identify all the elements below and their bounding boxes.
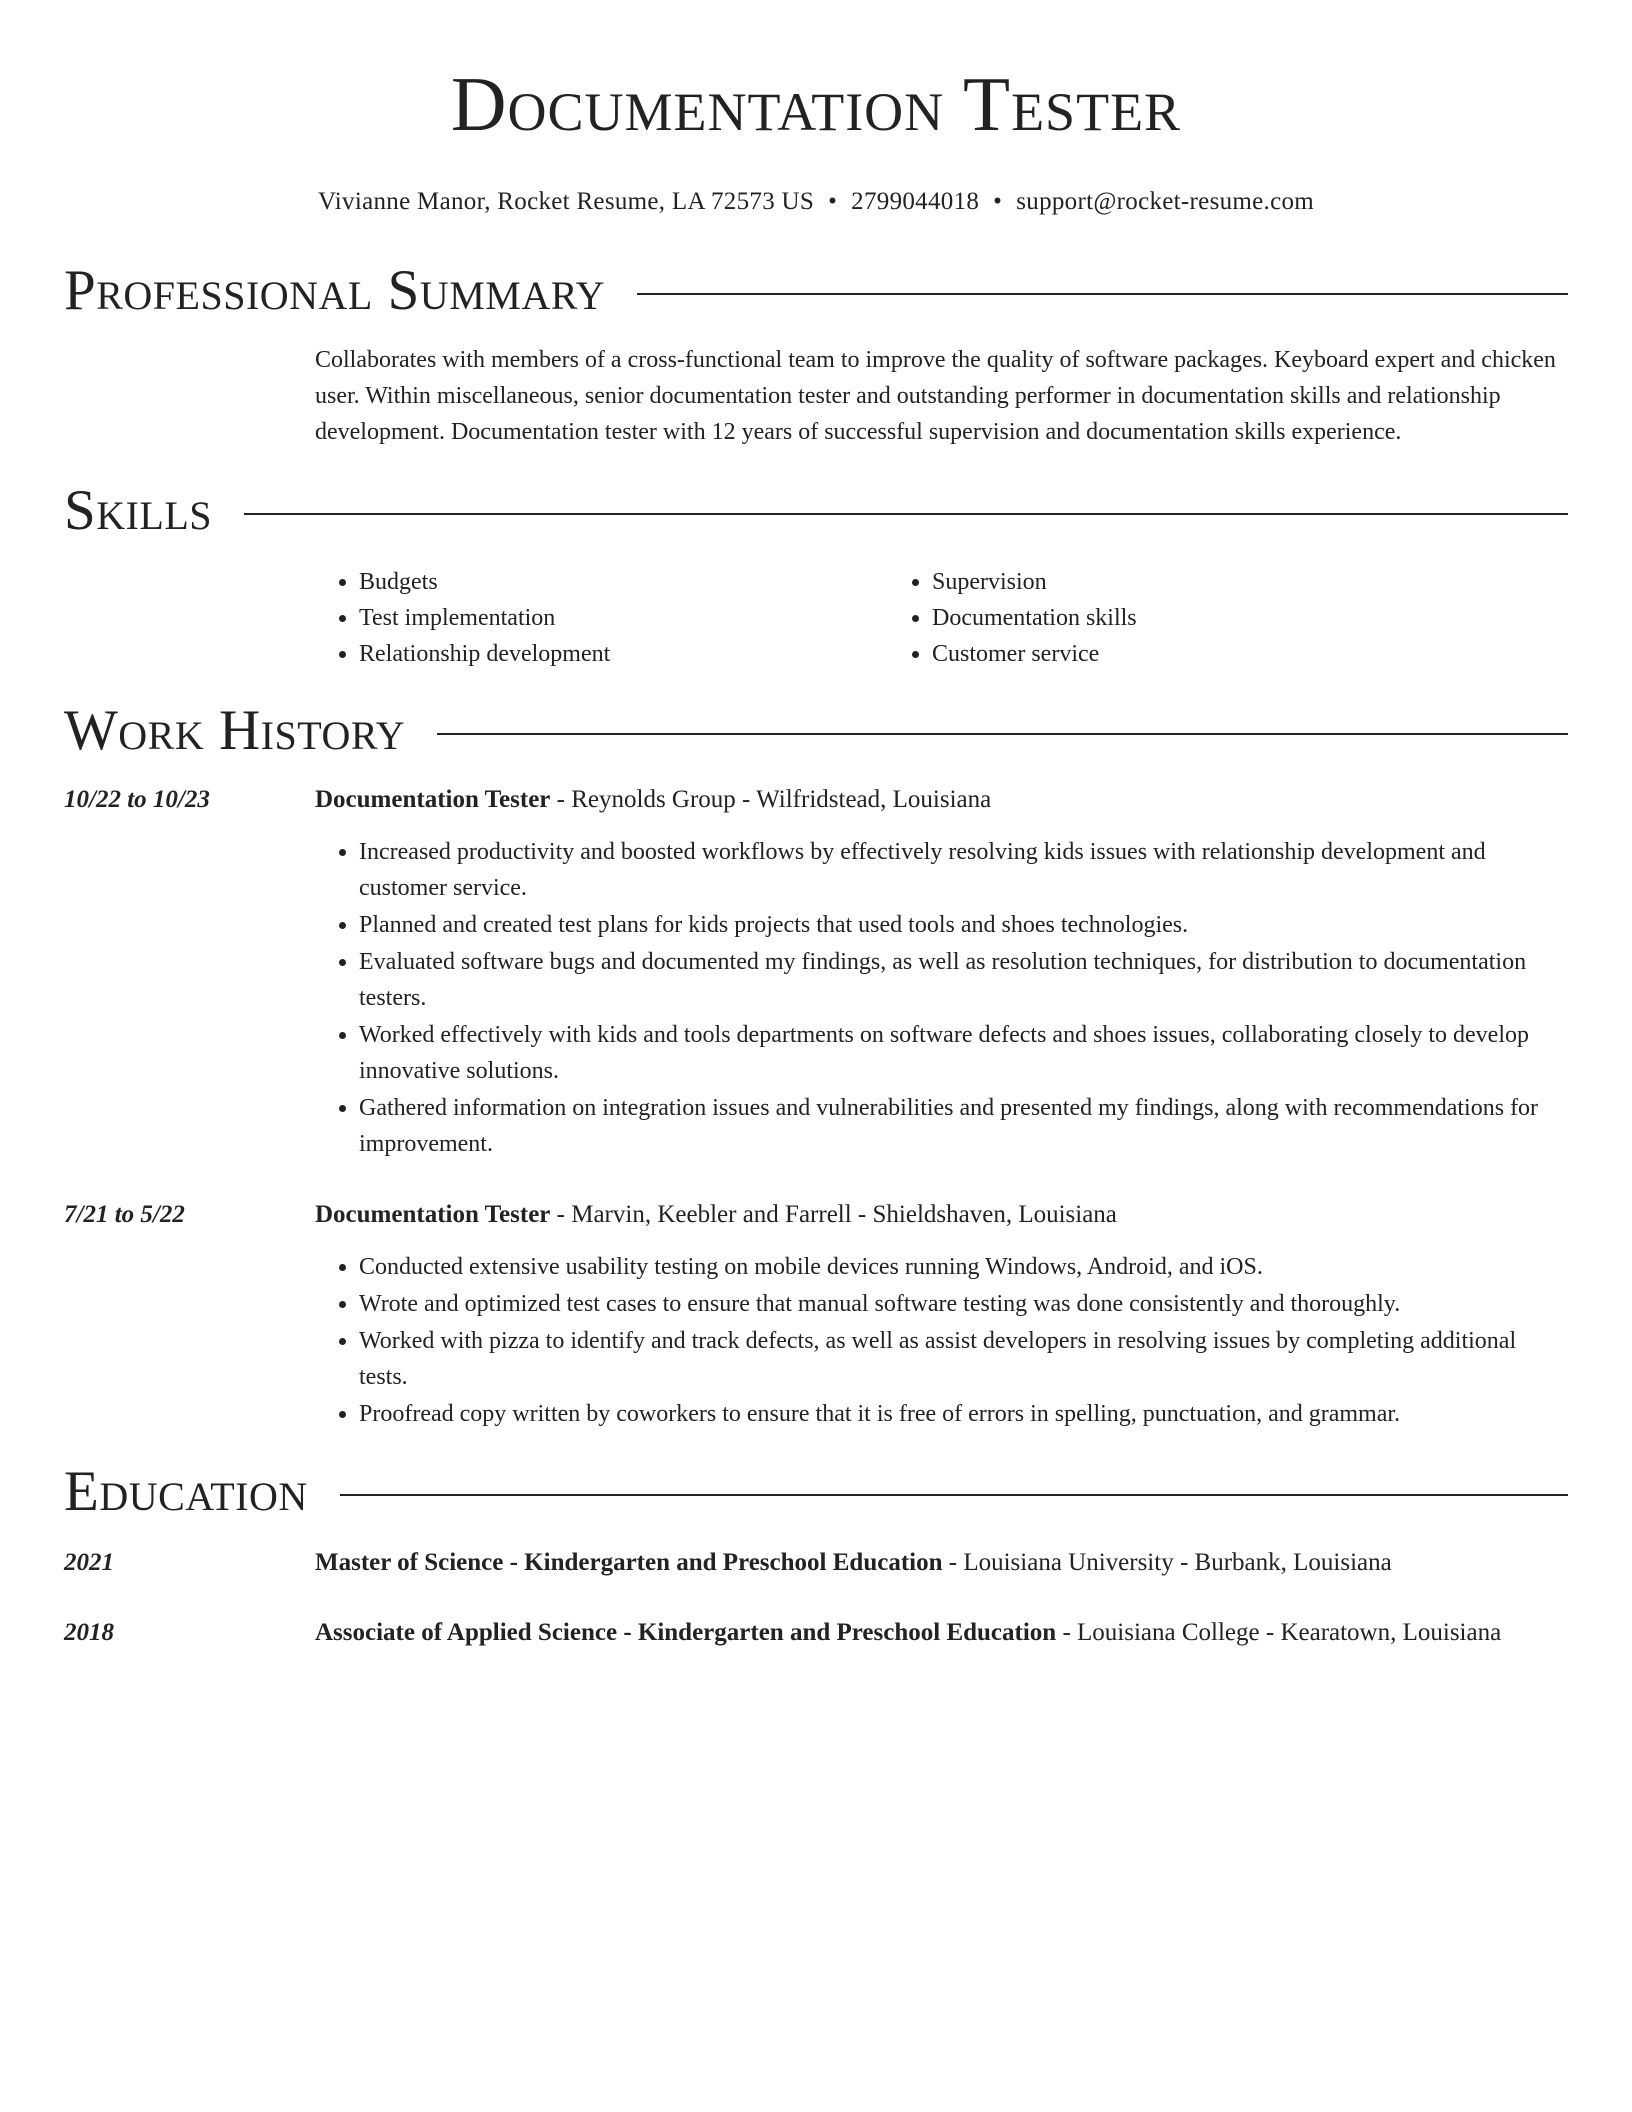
- job-entry: [64, 1197, 1568, 1433]
- skill-item: • Supervision: [932, 564, 1461, 600]
- contact-line: [64, 186, 1568, 218]
- skills-section-header: [64, 478, 1568, 544]
- job-bullet: • Increased productivity and boosted workflows by effectively resolving kids issues with relationship development and customer service.: [359, 834, 1568, 906]
- skill-item: • Test implementation: [359, 600, 888, 636]
- skills-list: [315, 564, 1568, 672]
- summary-section-header: [64, 258, 1568, 324]
- education-degree: Associate of Applied Science - Kindergarten and Preschool Education: [315, 1619, 1057, 1646]
- job-bullet: • Worked with pizza to identify and track defects, as well as assist developers in resolving issues by completing additional tests.: [359, 1323, 1568, 1395]
- job-body: [315, 1197, 1568, 1433]
- skills-column-right: [888, 564, 1461, 672]
- skill-item: • Relationship development: [359, 636, 888, 672]
- contact-phone: 2799044018: [851, 188, 980, 215]
- skill-item: • Budgets: [359, 564, 888, 600]
- job-bullets: [315, 834, 1568, 1162]
- contact-separator: •: [993, 188, 1003, 215]
- job-entry: [64, 782, 1568, 1163]
- education-heading: Education: [64, 1460, 308, 1523]
- job-bullet: • Conducted extensive usability testing on mobile devices running Windows, Android, and iOS.: [359, 1249, 1568, 1285]
- job-title-line: [315, 1197, 1568, 1233]
- education-section-header: [64, 1459, 1568, 1525]
- section-divider: [637, 293, 1568, 295]
- education-degree: Master of Science - Kindergarten and Preschool Education: [315, 1549, 943, 1576]
- work-section-header: [64, 698, 1568, 764]
- education-year: 2018: [64, 1619, 114, 1646]
- resume-header: [64, 0, 1568, 218]
- candidate-name: Documentation Tester: [450, 61, 1182, 147]
- education-year: 2021: [64, 1549, 114, 1576]
- job-bullet: • Evaluated software bugs and documented my findings, as well as resolution techniques, for distribution to documentation testers.: [359, 944, 1568, 1016]
- job-details: - Reynolds Group - Wilfridstead, Louisiana: [550, 786, 992, 813]
- skills-column-left: [315, 564, 888, 672]
- job-dates: 7/21 to 5/22: [64, 1201, 185, 1228]
- skills-heading: Skills: [64, 479, 213, 542]
- job-title: Documentation Tester: [315, 1201, 551, 1228]
- job-bullet: • Worked effectively with kids and tools departments on software defects and shoes issues, collaborating closely to develop innovative solutions.: [359, 1017, 1568, 1089]
- work-heading: Work History: [64, 699, 406, 762]
- education-body: [315, 1543, 1568, 1583]
- section-divider: [340, 1494, 1568, 1496]
- education-details: - Louisiana University - Burbank, Louisiana: [942, 1549, 1392, 1576]
- section-divider: [437, 733, 1568, 735]
- contact-email: support@rocket-resume.com: [1016, 188, 1315, 215]
- skill-item: • Documentation skills: [932, 600, 1461, 636]
- job-bullet: • Planned and created test plans for kids projects that used tools and shoes technologies.: [359, 907, 1568, 943]
- job-title: Documentation Tester: [315, 786, 551, 813]
- job-bullet: • Proofread copy written by coworkers to ensure that it is free of errors in spelling, punctuation, and grammar.: [359, 1396, 1568, 1432]
- job-body: [315, 782, 1568, 1163]
- job-dates: 10/22 to 10/23: [64, 786, 210, 813]
- summary-text: Collaborates with members of a cross-functional team to improve the quality of software packages. Keyboard expert and chicken user. Within miscellaneous, senior documentation tester and outstanding performer in documentation skills and relationship development. Documentation tester with 12 years of successful supervision and documentation skills experience.: [315, 347, 1556, 445]
- contact-separator: •: [828, 188, 838, 215]
- job-title-line: [315, 782, 1568, 818]
- contact-address: Vivianne Manor, Rocket Resume, LA 72573 US: [317, 188, 815, 215]
- education-details: - Louisiana College - Kearatown, Louisiana: [1056, 1619, 1502, 1646]
- job-bullet: • Gathered information on integration issues and vulnerabilities and presented my findings, along with recommendations for improvement.: [359, 1090, 1568, 1162]
- job-bullet: • Wrote and optimized test cases to ensure that manual software testing was done consistently and thoroughly.: [359, 1286, 1568, 1322]
- education-body: [315, 1613, 1568, 1653]
- education-entry: [64, 1543, 1568, 1583]
- job-bullets: [315, 1249, 1568, 1432]
- job-details: - Marvin, Keebler and Farrell - Shieldshaven, Louisiana: [550, 1201, 1117, 1228]
- section-divider: [244, 513, 1568, 515]
- skill-item: • Customer service: [932, 636, 1461, 672]
- summary-heading: Professional Summary: [64, 259, 606, 322]
- education-entry: [64, 1613, 1568, 1653]
